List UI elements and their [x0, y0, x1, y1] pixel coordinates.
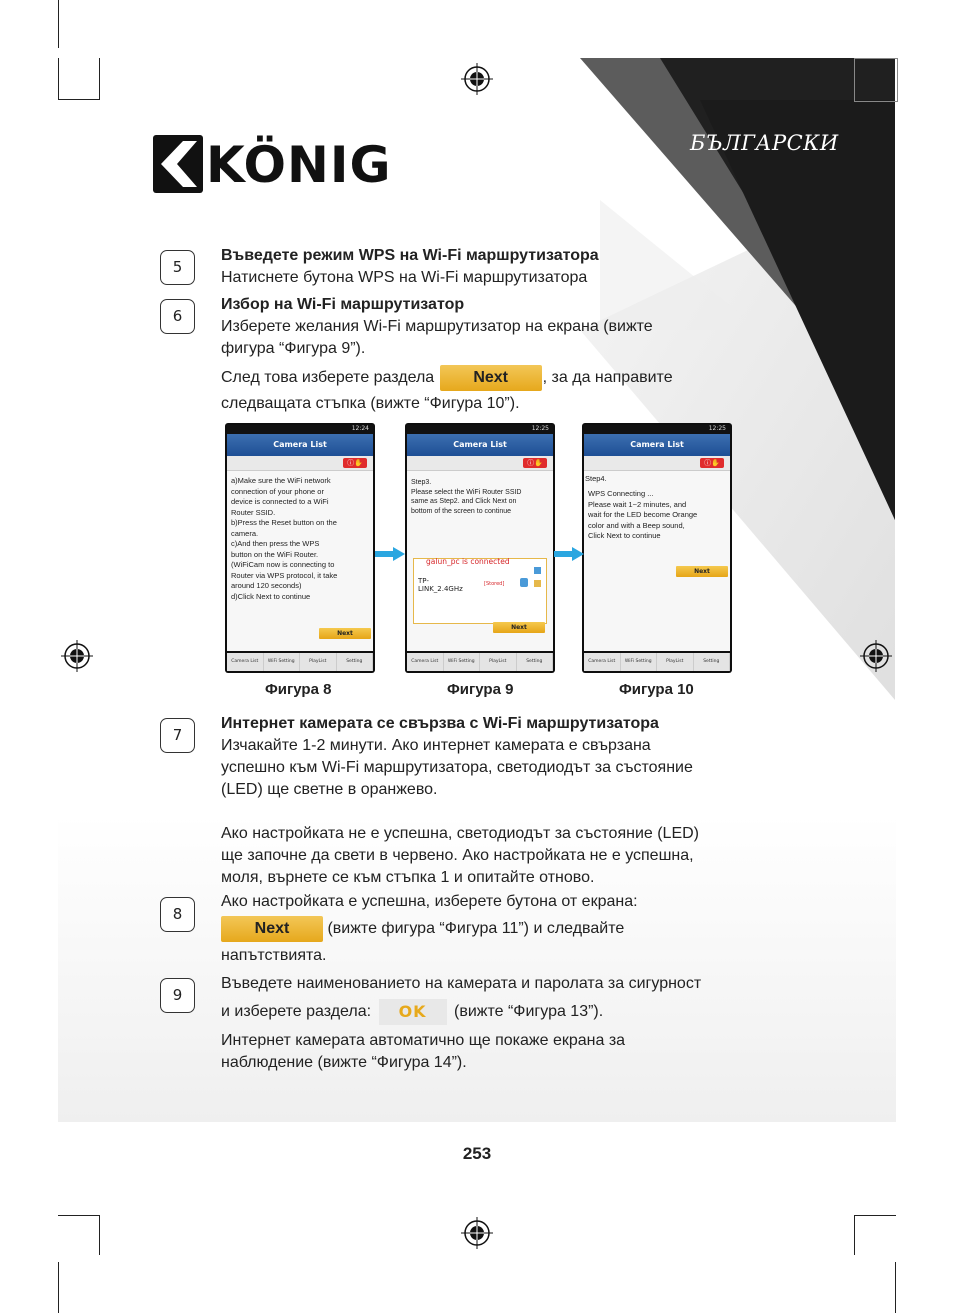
- screen-text: (WiFiCam now is connecting to: [231, 560, 335, 569]
- wifi-signal-icon: [534, 567, 541, 574]
- screen-text: button on the WiFi Router.: [231, 549, 319, 559]
- screen-text: camera.: [231, 528, 259, 538]
- step-text-with-button: [221, 999, 736, 1025]
- language-label: БЪЛГАРСКИ: [690, 131, 839, 155]
- status-time: 12:25: [708, 425, 726, 432]
- connected-status: galun_pc is connected: [426, 557, 510, 566]
- crop-mark: [58, 58, 59, 100]
- registration-mark-icon: [461, 1217, 493, 1249]
- screen-text: around 120 seconds): [231, 581, 302, 590]
- step-number: 5: [160, 250, 195, 285]
- step-number: 6: [160, 299, 195, 334]
- screen-text: Step3.: [411, 479, 432, 486]
- info-icon: ⓘ✋: [343, 458, 367, 468]
- crop-mark: [58, 99, 100, 100]
- crop-mark: [99, 58, 100, 100]
- nav-wifi-setting: WiFi Setting: [444, 653, 481, 671]
- crop-mark: [854, 1215, 896, 1216]
- nav-camera-list: Camera List: [584, 653, 621, 671]
- step-text: следващата стъпка (вижте “Фигура 10”).: [221, 395, 520, 412]
- screen-text: WPS Connecting ...: [588, 489, 654, 498]
- nav-camera-list: Camera List: [227, 653, 264, 671]
- figure-caption: Фигура 8: [265, 681, 332, 698]
- screen-text: Router via WPS protocol, it take: [231, 570, 338, 580]
- screen-text: d)Click Next to continue: [231, 591, 311, 601]
- step-text: наблюдение (вижте “Фигура 14”).: [221, 1054, 467, 1071]
- registration-mark-icon: [61, 640, 93, 672]
- screen-text: Click Next to continue: [588, 531, 661, 540]
- screen-next-button: Next: [493, 622, 545, 633]
- arrow-right-icon: [554, 547, 584, 561]
- crop-mark: [58, 1262, 59, 1313]
- step-text: успешно към Wi-Fi маршрутизатора, светодиодът за състояние: [221, 759, 693, 776]
- screen-title: Camera List: [227, 434, 373, 456]
- next-button[interactable]: Next: [221, 916, 323, 942]
- phone-screenshot-figure-10: [582, 423, 732, 673]
- screen-title: Camera List: [407, 434, 553, 456]
- step-text: ще започне да свети в червено. Ако настройката не е успешна,: [221, 847, 694, 864]
- stored-label: [Stored]: [484, 581, 505, 587]
- next-button[interactable]: Next: [440, 365, 542, 391]
- screen-next-button: Next: [319, 628, 371, 639]
- screen-text: wait for the LED become Orange: [588, 510, 698, 519]
- step-text: (LED) ще светне в оранжево.: [221, 781, 438, 798]
- step-text: Изберете желания Wi-Fi маршрутизатор на екрана (вижте: [221, 318, 653, 335]
- step-text: Натиснете бутона WPS на Wi-Fi маршрутизатора: [221, 269, 588, 286]
- step-text: напътствията.: [221, 947, 327, 964]
- step-title: Избор на Wi-Fi маршрутизатор: [221, 296, 465, 313]
- nav-camera-list: Camera List: [407, 653, 444, 671]
- lock-icon: [520, 578, 528, 587]
- nav-wifi-setting: WiFi Setting: [621, 653, 658, 671]
- step-text: моля, върнете се към стъпка 1 и опитайте отново.: [221, 869, 595, 886]
- step-title: Въведете режим WPS на Wi-Fi маршрутизатора: [221, 247, 599, 264]
- crop-mark: [854, 58, 898, 102]
- step-number: 7: [160, 718, 195, 753]
- page-number: 253: [462, 1144, 492, 1163]
- screen-text: bottom of the screen to continue: [411, 507, 512, 515]
- logo-text: KÖNIG: [206, 136, 392, 194]
- screen-text: b)Press the Reset button on the: [231, 518, 337, 527]
- registration-mark-icon: [860, 640, 892, 672]
- phone-screenshot-figure-8: [225, 423, 375, 673]
- screen-text: a)Make sure the WiFi network: [231, 476, 331, 485]
- screen-text: color and with a Beep sound,: [588, 520, 685, 530]
- step-text: Интернет камерата автоматично ще покаже екрана за: [221, 1032, 626, 1049]
- screen-text: Please wait 1~2 minutes, and: [588, 499, 687, 509]
- crop-mark: [58, 1215, 100, 1216]
- nav-playlist: PlayList: [300, 653, 337, 671]
- nav-playlist: PlayList: [480, 653, 517, 671]
- screen-text: Please select the WiFi Router SSID: [411, 488, 522, 496]
- crop-mark: [58, 0, 59, 48]
- ssid-name: TP-LINK_2.4GHz: [418, 577, 463, 593]
- screen-text: Router SSID.: [231, 507, 276, 517]
- screen-title: Camera List: [584, 434, 730, 456]
- step-text: Ако настройката е успешна, изберете бутона от екрана:: [221, 893, 638, 910]
- step-text-with-button: [221, 916, 736, 942]
- step-text: , за да направите: [542, 369, 673, 387]
- nav-setting: Setting: [517, 653, 554, 671]
- screen-text: connection of your phone or: [231, 486, 324, 496]
- step-text: и изберете раздела:: [221, 1003, 372, 1021]
- status-time: 12:24: [351, 425, 369, 432]
- router-list: [413, 558, 547, 624]
- info-icon: ⓘ✋: [523, 458, 547, 468]
- konig-logo-icon: [153, 135, 203, 193]
- phone-screenshot-figure-9: [405, 423, 555, 673]
- step-text: След това изберете раздела: [221, 369, 435, 387]
- screen-next-button: Next: [676, 566, 728, 577]
- ok-button[interactable]: OK: [379, 999, 447, 1025]
- crop-mark: [854, 1215, 855, 1255]
- figure-caption: Фигура 9: [447, 681, 514, 698]
- step-title: Интернет камерата се свързва с Wi-Fi маршрутизатора: [221, 715, 659, 732]
- step-text: фигура “Фигура 9”).: [221, 340, 366, 357]
- screen-text: device is connected to a WiFi: [231, 497, 329, 506]
- nav-setting: Setting: [337, 653, 374, 671]
- registration-mark-icon: [461, 63, 493, 95]
- nav-wifi-setting: WiFi Setting: [264, 653, 301, 671]
- step-text: (вижте фигура “Фигура 11”) и следвайте: [327, 920, 625, 938]
- step-text-with-button: [221, 365, 736, 391]
- status-time: 12:25: [531, 425, 549, 432]
- step-text: Въведете наименованието на камерата и паролата за сигурност: [221, 975, 702, 992]
- step-text: Ако настройката не е успешна, светодиодът за състояние (LED): [221, 825, 699, 842]
- arrow-right-icon: [375, 547, 405, 561]
- screen-text: c)And then press the WPS: [231, 539, 320, 548]
- figure-caption: Фигура 10: [619, 681, 694, 698]
- crop-mark: [895, 1262, 896, 1313]
- screen-text: same as Step2. and Click Next on: [411, 498, 517, 505]
- step-text: (вижте “Фигура 13”).: [454, 1003, 604, 1021]
- screen-text: Step4.: [585, 474, 607, 483]
- nav-setting: Setting: [694, 653, 731, 671]
- crop-mark: [99, 1215, 100, 1255]
- nav-playlist: PlayList: [657, 653, 694, 671]
- step-number: 9: [160, 978, 195, 1013]
- step-text: Изчакайте 1-2 минути. Ако интернет камерата е свързана: [221, 737, 651, 754]
- wifi-signal-icon: [534, 580, 541, 587]
- info-icon: ⓘ✋: [700, 458, 724, 468]
- step-number: 8: [160, 897, 195, 932]
